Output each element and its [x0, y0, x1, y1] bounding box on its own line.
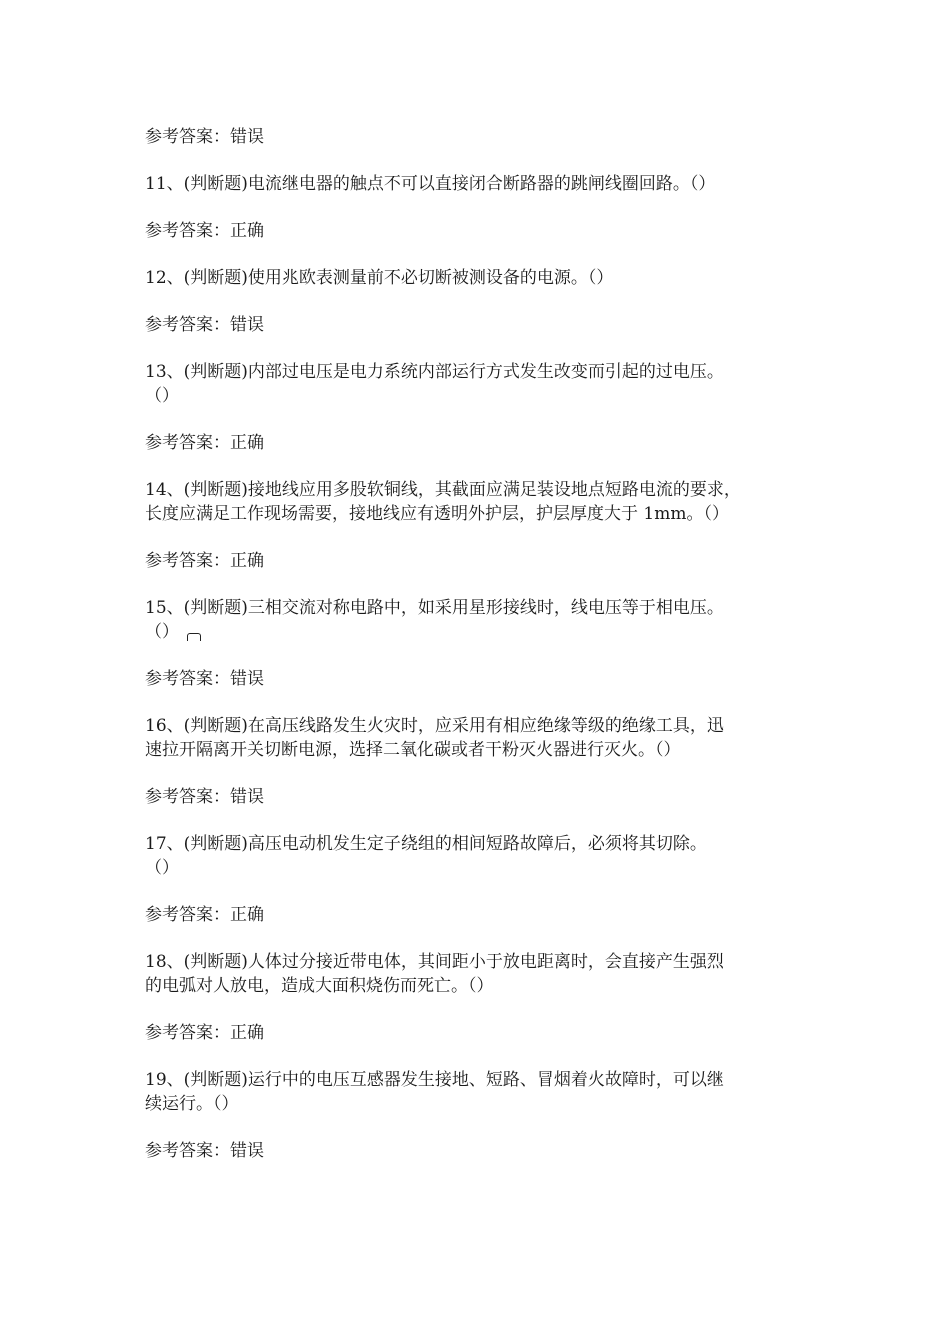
scan-mark-icon [187, 633, 201, 641]
question-14 [145, 478, 815, 526]
question-line: 15、(判断题)三相交流对称电路中，如采用星形接线时，线电压等于相电压。 [145, 598, 724, 618]
question-line-with-mark [145, 620, 815, 644]
question-line: 12、(判断题)使用兆欧表测量前不必切断被测设备的电源。（） [145, 268, 614, 288]
answer-line: 参考答案：错误 [145, 127, 264, 147]
question-18 [145, 950, 815, 998]
question-line: 11、(判断题)电流继电器的触点不可以直接闭合断路器的跳闸线圈回路。（） [145, 174, 716, 194]
question-line: 长度应满足工作现场需要，接地线应有透明外护层，护层厚度大于 1mm。（） [145, 504, 729, 524]
question-16 [145, 714, 815, 762]
answer-line: 参考答案：错误 [145, 315, 264, 335]
answer-line: 参考答案：正确 [145, 551, 264, 571]
question-line: 16、(判断题)在高压线路发生火灾时，应采用有相应绝缘等级的绝缘工具，迅 [145, 716, 724, 736]
question-19 [145, 1068, 815, 1116]
question-line: 13、(判断题)内部过电压是电力系统内部运行方式发生改变而引起的过电压。 [145, 362, 724, 382]
question-17 [145, 832, 815, 880]
answer-line: 参考答案：正确 [145, 905, 264, 925]
question-line: 速拉开隔离开关切断电源，选择二氧化碳或者干粉灭火器进行灭火。（） [145, 740, 681, 760]
question-line: （） [145, 858, 179, 878]
question-line: 19、(判断题)运行中的电压互感器发生接地、短路、冒烟着火故障时，可以继 [145, 1070, 724, 1090]
answer-line: 参考答案：正确 [145, 433, 264, 453]
answer-line: 参考答案：错误 [145, 787, 264, 807]
answer-line: 参考答案：正确 [145, 1023, 264, 1043]
question-11 [145, 172, 815, 196]
answer-line: 参考答案：正确 [145, 221, 264, 241]
document-page [145, 125, 815, 1163]
question-line: （） [145, 386, 179, 406]
question-line: 续运行。（） [145, 1094, 239, 1114]
question-line: 18、(判断题)人体过分接近带电体，其间距小于放电距离时，会直接产生强烈 [145, 952, 724, 972]
question-line: （） [145, 622, 179, 642]
question-15 [145, 596, 815, 644]
question-12 [145, 266, 815, 290]
answer-line: 参考答案：错误 [145, 669, 264, 689]
question-13 [145, 360, 815, 408]
question-line: 的电弧对人放电，造成大面积烧伤而死亡。（） [145, 976, 494, 996]
question-line: 14、(判断题)接地线应用多股软铜线，其截面应满足装设地点短路电流的要求， [145, 480, 741, 500]
answer-line: 参考答案：错误 [145, 1141, 264, 1161]
question-line: 17、(判断题)高压电动机发生定子绕组的相间短路故障后，必须将其切除。 [145, 834, 707, 854]
